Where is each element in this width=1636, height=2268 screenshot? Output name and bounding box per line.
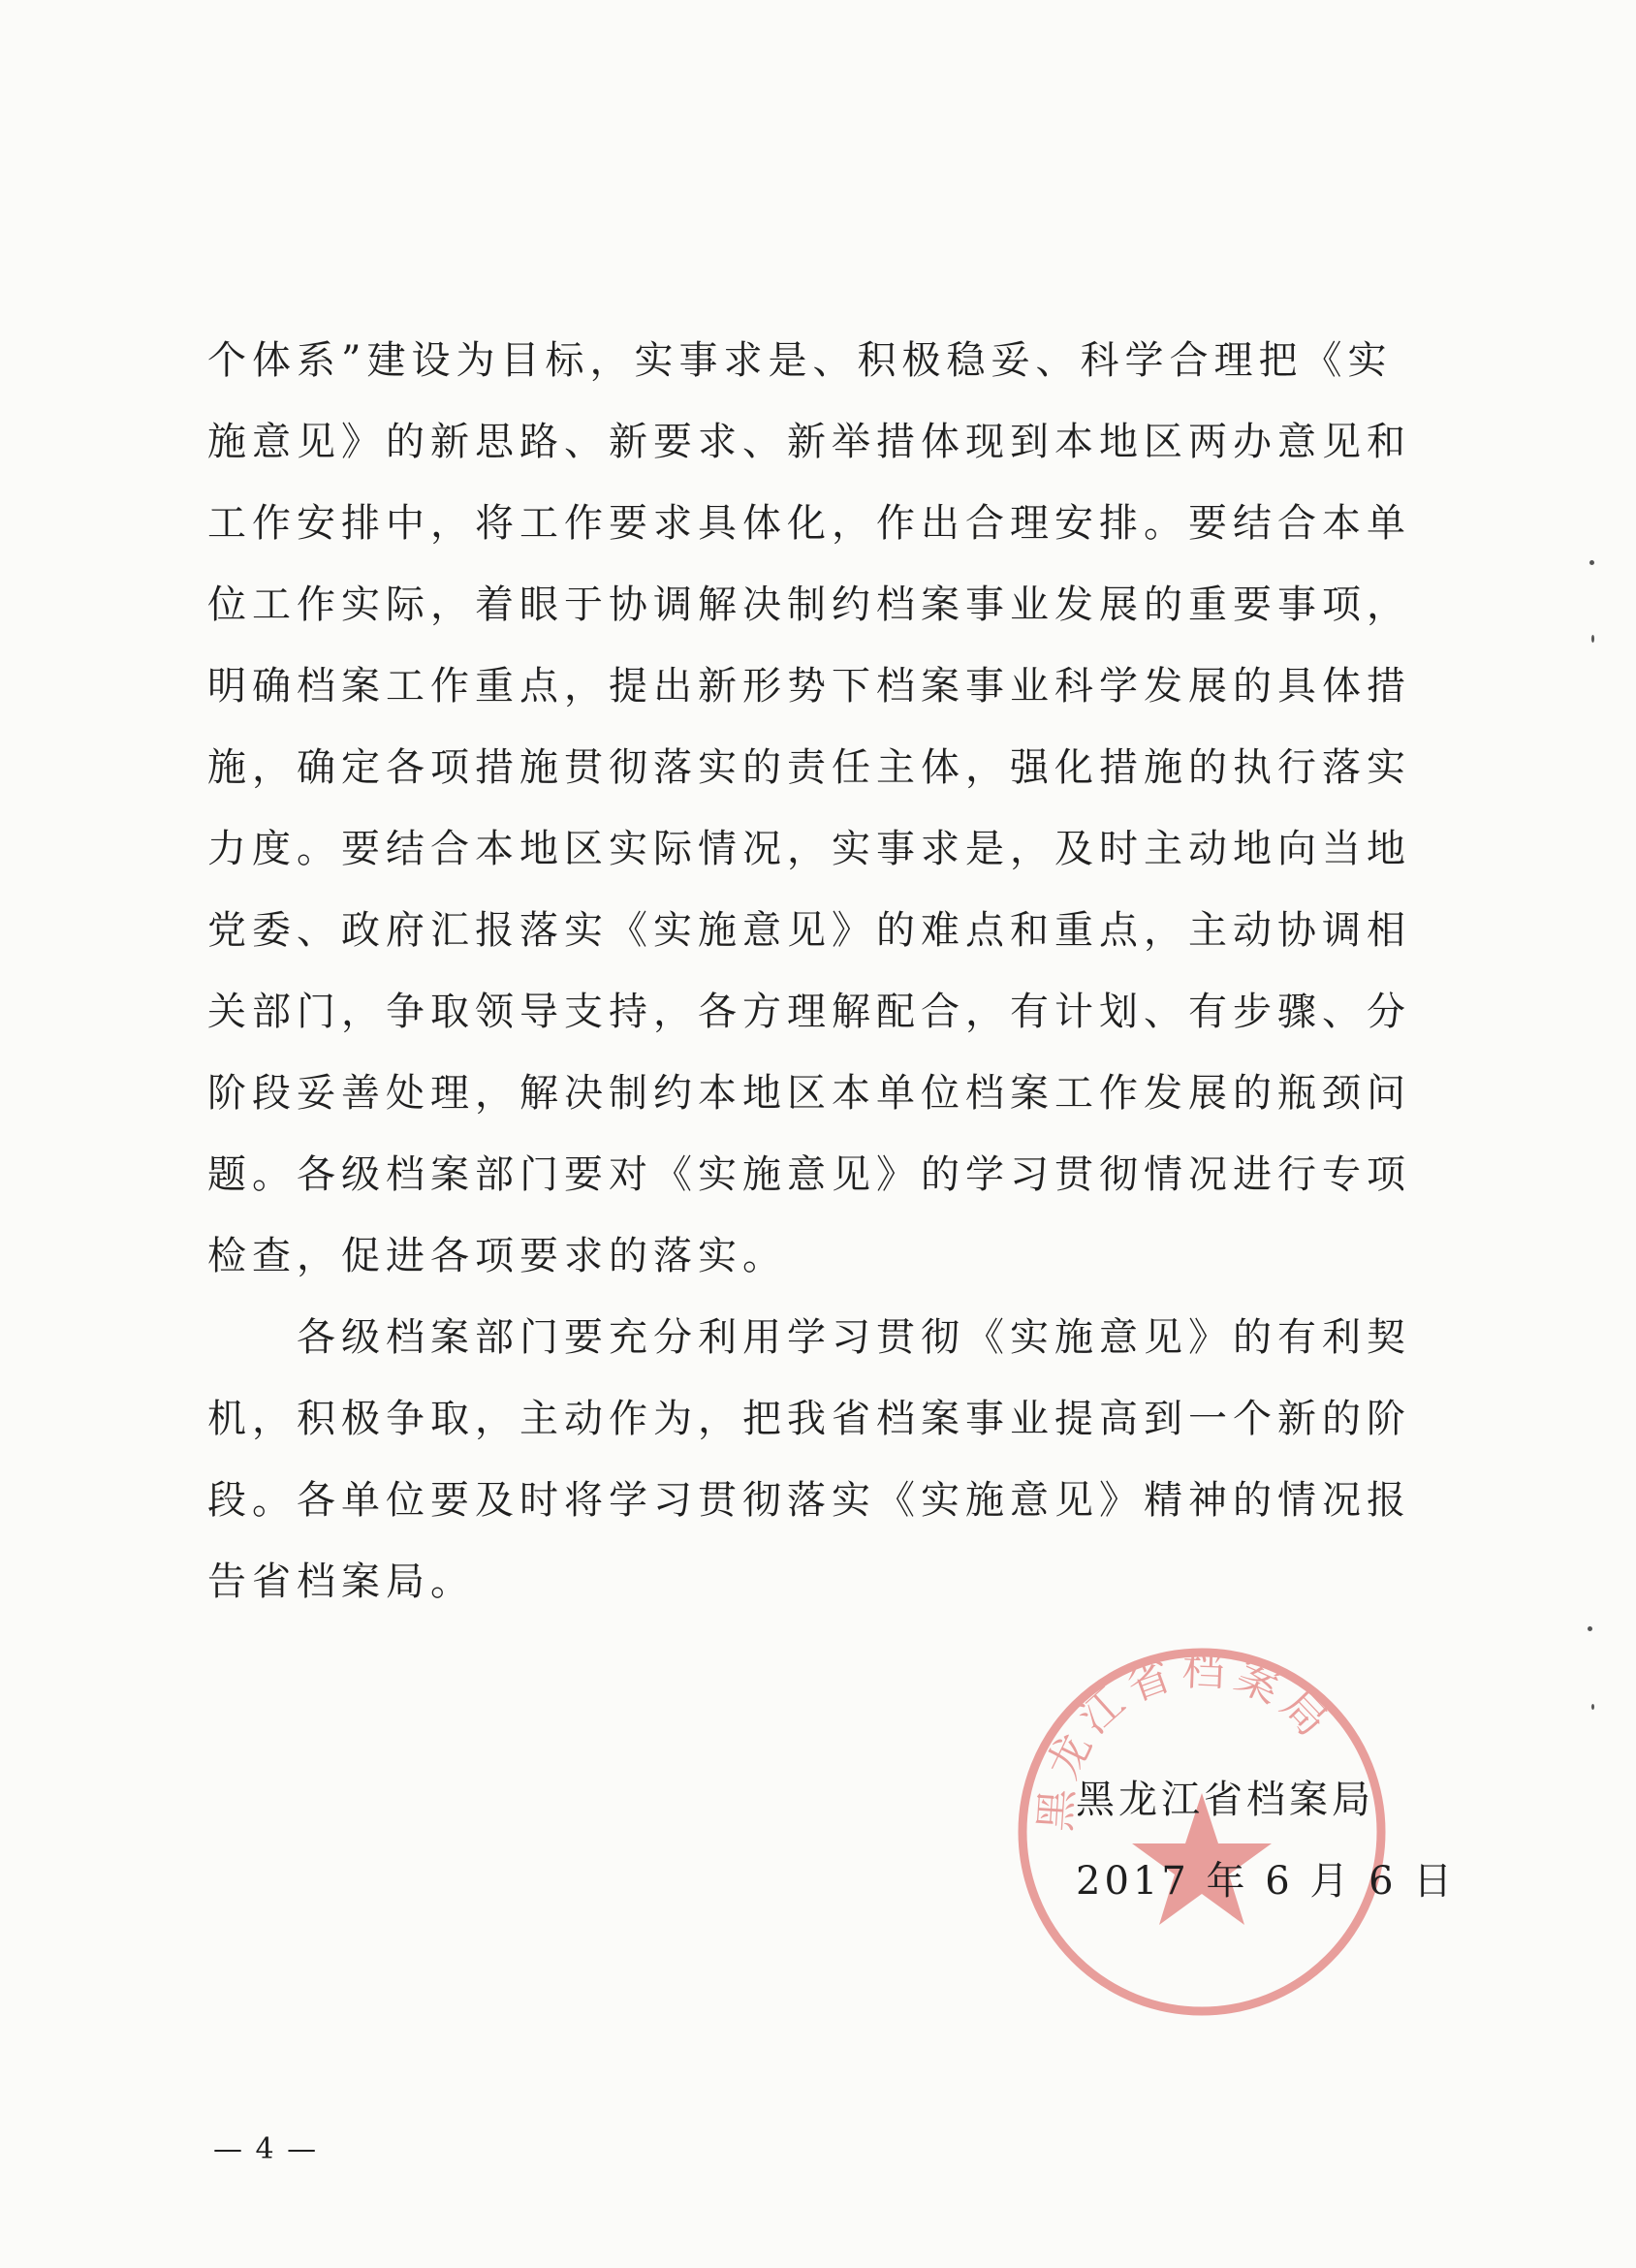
text-line: 各级档案部门要充分利用学习贯彻《实施意见》的有利契 [297, 1315, 1411, 1360]
text-line: 党委、政府汇报落实《实施意见》的难点和重点，主动协调相 [207, 908, 1411, 953]
svg-text:黑龙江省档案局: 黑龙江省档案局 [1030, 1645, 1342, 1834]
text-line: 个体系”建设为目标，实事求是、积极稳妥、科学合理把《实 [207, 338, 1393, 383]
text-line: 位工作实际，着眼于协调解决制约档案事业发展的重要事项， [207, 583, 1411, 627]
text-line: 段。各单位要及时将学习贯彻落实《实施意见》精神的情况报 [207, 1478, 1411, 1523]
text-line: 施，确定各项措施贯彻落实的责任主体，强化措施的执行落实 [207, 745, 1411, 790]
text-line: 施意见》的新思路、新要求、新举措体现到本地区两办意见和 [207, 420, 1411, 464]
issuing-organization: 黑龙江省档案局 [1076, 1778, 1374, 1822]
text-line: 告省档案局。 [207, 1559, 475, 1604]
scan-speck [1589, 560, 1594, 565]
text-line: 机，积极争取，主动作为，把我省档案事业提高到一个新的阶 [207, 1397, 1411, 1441]
signature-block [1076, 1759, 1457, 1922]
paragraph-2 [207, 1297, 1419, 1622]
text-line: 题。各级档案部门要对《实施意见》的学习贯彻情况进行专项 [207, 1152, 1411, 1197]
body-text [207, 320, 1419, 1622]
scan-speck [1591, 1704, 1594, 1710]
text-line: 检查，促进各项要求的落实。 [207, 1234, 787, 1278]
issue-date: 2017 年 6 月 6 日 [1076, 1859, 1457, 1904]
text-line: 阶段妥善处理，解决制约本地区本单位档案工作发展的瓶颈问 [207, 1071, 1411, 1116]
scan-speck [1591, 635, 1594, 643]
text-line: 工作安排中，将工作要求具体化，作出合理安排。要结合本单 [207, 501, 1411, 546]
page-number: — 4 — [213, 2132, 319, 2166]
text-line: 关部门，争取领导支持，各方理解配合，有计划、有步骤、分 [207, 990, 1411, 1034]
scan-speck [1588, 1626, 1592, 1631]
text-line: 力度。要结合本地区实际情况，实事求是，及时主动地向当地 [207, 827, 1411, 871]
paragraph-1 [207, 320, 1419, 1297]
text-line: 明确档案工作重点，提出新形势下档案事业科学发展的具体措 [207, 664, 1411, 709]
